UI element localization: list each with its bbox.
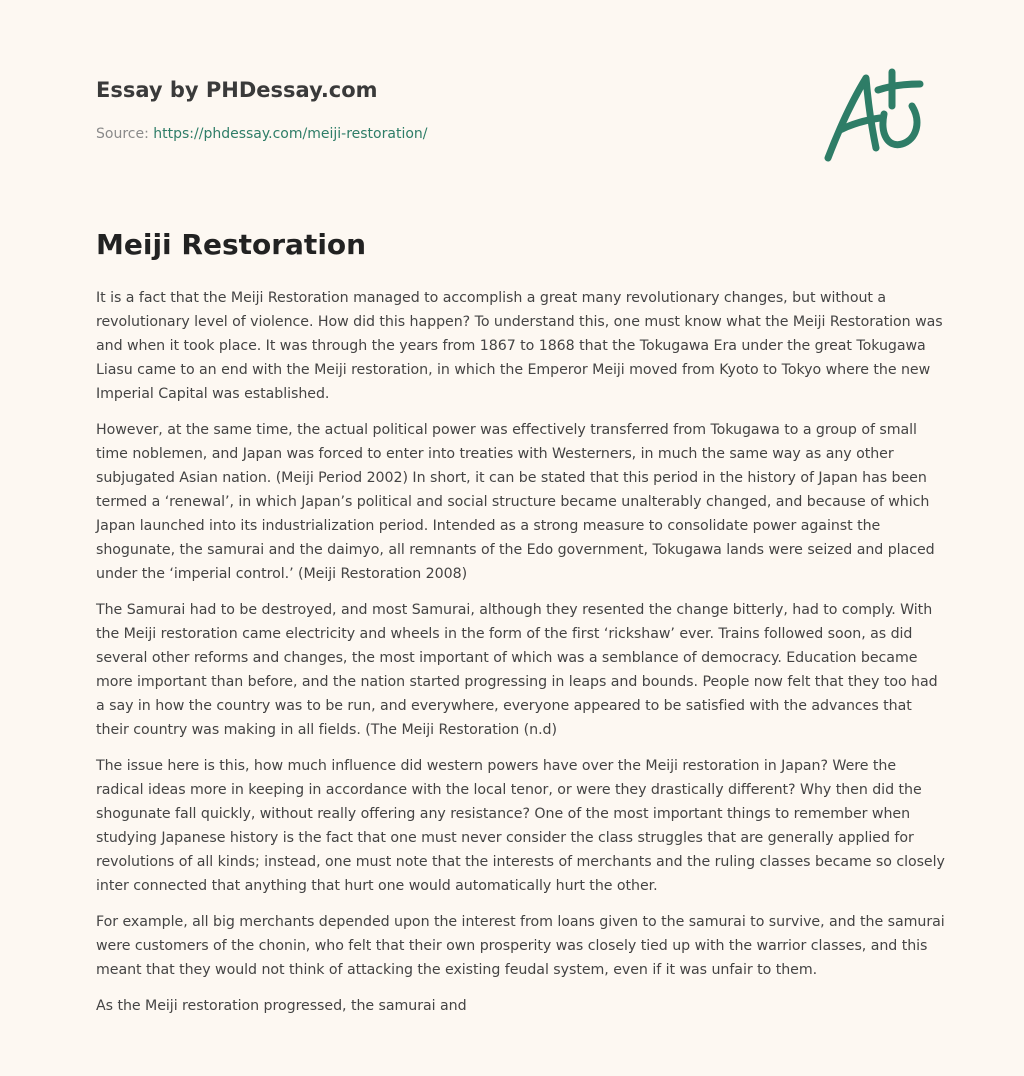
essay-paragraph: It is a fact that the Meiji Restoration managed to accomplish a great many revolutionary changes, but without a revolutionary level of violence. How did this happen? To understand this, one must know what the Meiji Restoration was and when it took place. It was through the years from 1867 to 1868 that the Tokugawa Era under the great Tokugawa Liasu came to an end with the Meiji restoration, in which the Emperor Meiji moved from Kyoto to Tokyo where the new Imperial Capital was established. [96, 290, 943, 402]
essay-paragraph: The Samurai had to be destroyed, and most Samurai, although they resented the change bitterly, had to comply. With the Meiji restoration came electricity and wheels in the form of the first ‘rickshaw’ ever. Trains followed soon, as did several other reforms and changes, the most important of which was a semblance of democracy. Education became more important than before, and the nation started progressing in leaps and bounds. People now felt that they too had a say in how the country was to be run, and everywhere, everyone appeared to be satisfied with the advances that their country was making in all fields. (The Meiji Restoration (n.d) [96, 602, 938, 738]
essay-title: Meiji Restoration [96, 228, 367, 261]
essay-paragraph: For example, all big merchants depended upon the interest from loans given to the samurai to survive, and the samurai were customers of the chonin, who felt that their own prosperity was closely tied up with the warrior classes, and this meant that they would not think of attacking the existing feudal system, even if it was unfair to them. [96, 914, 945, 978]
source-line [96, 124, 716, 144]
a-plus-grade-logo-icon [818, 66, 930, 170]
essay-paragraph: However, at the same time, the actual political power was effectively transferred from Tokugawa to a group of small time noblemen, and Japan was forced to enter into treaties with Westerners, in much the same way as any other subjugated Asian nation. (Meiji Period 2002) In short, it can be stated that this period in the history of Japan has been termed a ‘renewal’, in which Japan’s political and social structure became unalterably changed, and because of which Japan launched into its industrialization period. Intended as a strong measure to consolidate power against the shogunate, the samurai and the daimyo, all remnants of the Edo government, Tokugawa lands were seized and placed under the ‘imperial control.’ (Meiji Restoration 2008) [96, 422, 935, 582]
essay-paragraph: The issue here is this, how much influence did western powers have over the Meiji restoration in Japan? Were the radical ideas more in keeping in accordance with the local tenor, or were they drastically different? Why then did the shogunate fall quickly, without really offering any resistance? One of the most important things to remember when studying Japanese history is the fact that one must never consider the class struggles that are generally applied for revolutions of all kinds; instead, one must note that the interests of merchants and the ruling classes became so closely inter connected that anything that hurt one would automatically hurt the other. [96, 758, 945, 894]
essay-paragraph: As the Meiji restoration progressed, the samurai and [96, 998, 467, 1014]
essay-body [96, 286, 946, 1030]
source-link[interactable]: https://phdessay.com/meiji-restoration/ [153, 126, 428, 142]
site-title: Essay by PHDessay.com [96, 78, 378, 102]
source-label: Source: [96, 126, 149, 142]
essay-header [96, 76, 716, 144]
